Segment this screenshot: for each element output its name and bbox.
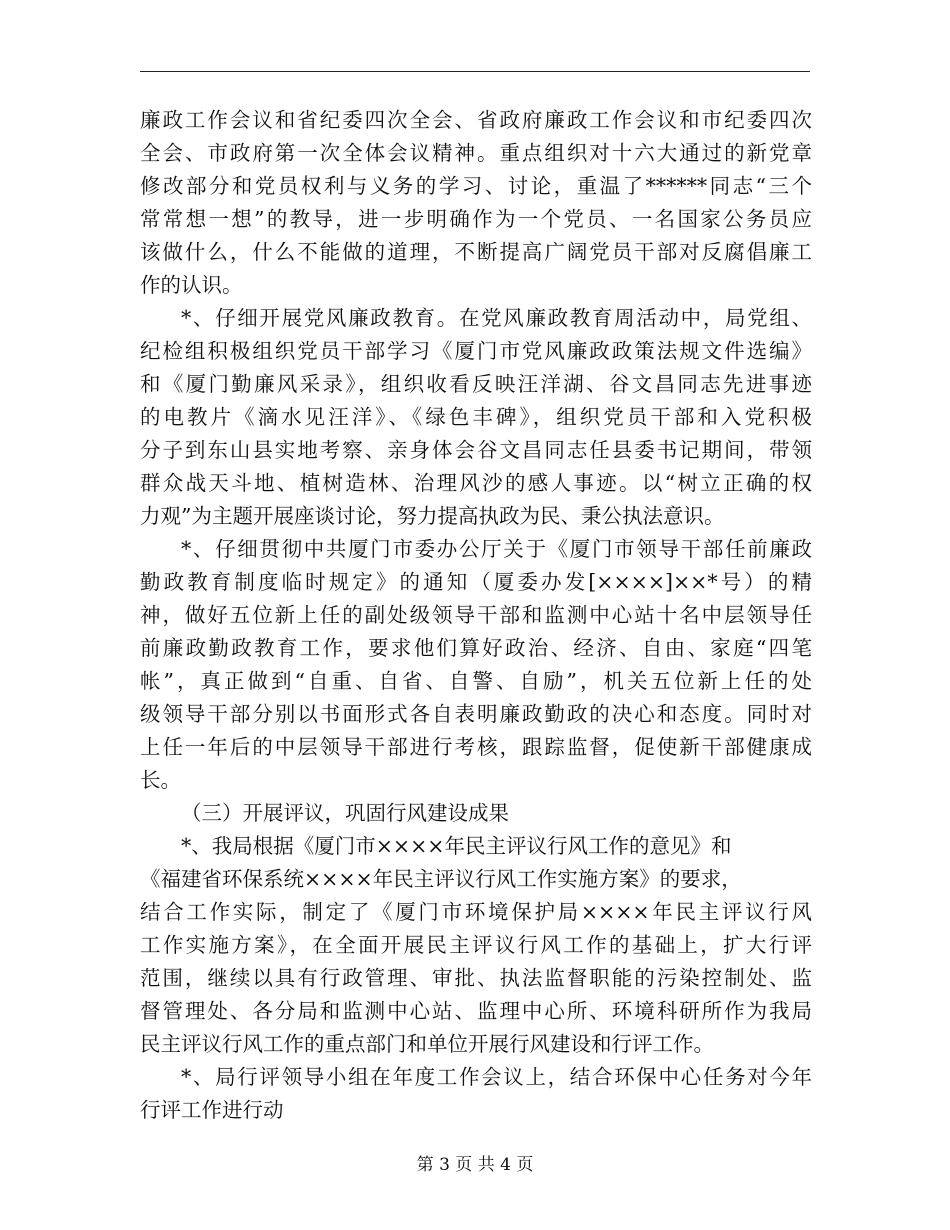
text-line: 级领导干部分别以书面形式各自表明廉政勤政的决心和态度。同时对 (140, 702, 812, 726)
body-text (140, 104, 812, 1127)
section-heading: （三）开展评议，巩固行风建设成果 (181, 801, 509, 825)
text-line: 力观”为主题开展座谈讨论，努力提高执政为民、秉公执法意识。 (140, 504, 725, 528)
text-line: *、局行评领导小组在年度工作会议上，结合环保中心任务对今年 (181, 1065, 812, 1089)
text-line: *、仔细开展党风廉政教育。在党风廉政教育周活动中，局党组、 (181, 306, 812, 330)
text-line: *、我局根据《厦门市××××年民主评议行风工作的意见》和 (181, 834, 732, 858)
text-line: 修改部分和党员权利与义务的学习、讨论，重温了******同志“三个 (140, 174, 812, 198)
header-rule (140, 71, 810, 72)
text-line: 勤政教育制度临时规定》的通知（厦委办发[××××]××*号）的精 (140, 570, 812, 594)
text-line: 全会、市政府第一次全体会议精神。重点组织对十六大通过的新党章 (140, 141, 812, 165)
text-line: 上任一年后的中层领导干部进行考核，跟踪监督，促使新干部健康成 (140, 735, 812, 759)
text-line: *、仔细贯彻中共厦门市委办公厅关于《厦门市领导干部任前廉政 (181, 537, 812, 561)
text-line: 分子到东山县实地考察、亲身体会谷文昌同志任县委书记期间，带领 (140, 438, 812, 462)
text-line: 帐”，真正做到“自重、自省、自警、自励”，机关五位新上任的处 (140, 669, 812, 693)
text-line: 常常想一想”的教导，进一步明确作为一个党员、一名国家公务员应 (140, 207, 812, 231)
text-line: 行评工作进行动 (140, 1098, 284, 1122)
text-line: 结合工作实际，制定了《厦门市环境保护局××××年民主评议行风 (140, 900, 812, 924)
text-line: 神，做好五位新上任的副处级领导干部和监测中心站十名中层领导任 (140, 603, 812, 627)
text-line: 前廉政勤政教育工作，要求他们算好政治、经济、自由、家庭“四笔 (140, 636, 812, 660)
text-line: 群众战天斗地、植树造林、治理风沙的感人事迹。以“树立正确的权 (140, 471, 812, 495)
text-line: 纪检组积极组织党员干部学习《厦门市党风廉政政策法规文件选编》 (140, 339, 812, 363)
text-line: 民主评议行风工作的重点部门和单位开展行风建设和行评工作。 (140, 1032, 714, 1056)
text-line: 廉政工作会议和省纪委四次全会、省政府廉政工作会议和市纪委四次 (140, 108, 812, 132)
text-line: 范围，继续以具有行政管理、审批、执法监督职能的污染控制处、监 (140, 966, 812, 990)
text-line: 长。 (140, 768, 181, 792)
text-line: 工作实施方案》，在全面开展民主评议行风工作的基础上，扩大行评 (140, 933, 812, 957)
text-line: 该做什么，什么不能做的道理，不断提高广阔党员干部对反腐倡廉工 (140, 240, 812, 264)
text-line: 督管理处、各分局和监测中心站、监理中心所、环境科研所作为我局 (140, 999, 812, 1023)
text-line: 作的认识。 (140, 273, 243, 297)
page-footer: 第 3 页 共 4 页 (416, 1155, 534, 1175)
text-line: 的电教片《滴水见汪洋》、《绿色丰碑》，组织党员干部和入党积极 (140, 405, 812, 429)
text-line: 《福建省环保系统××××年民主评议行风工作实施方案》的要求， (140, 867, 742, 891)
text-line: 和《厦门勤廉风采录》，组织收看反映汪洋湖、谷文昌同志先进事迹 (140, 372, 812, 396)
